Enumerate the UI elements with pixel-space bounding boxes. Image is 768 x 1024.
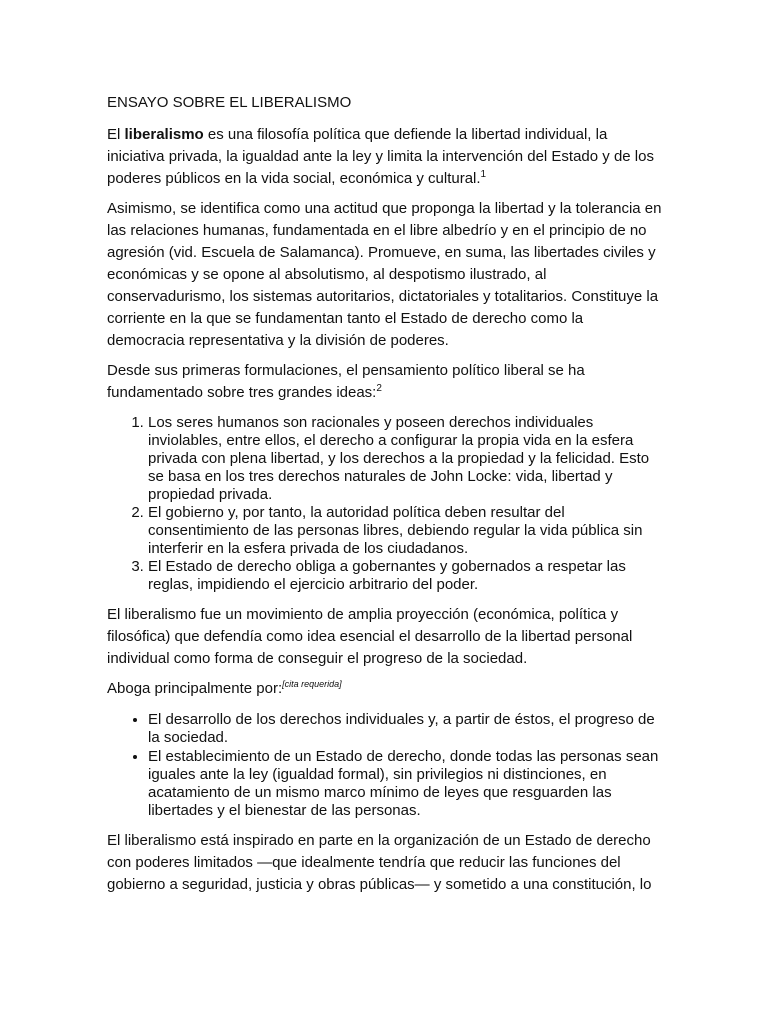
footnote-2[interactable]: 2 xyxy=(376,383,382,394)
list-item: 1. Los seres humanos son racionales y poseen derechos individuales inviolables, entre ellos, el derecho a configurar la propia vida en la esfera privada con plena libertad, y los derechos a la propiedad y la felicidad. Esto se basa en los tres derechos naturales de John Locke: vida, libertad y propiedad privada. xyxy=(148,414,663,504)
ideas-list xyxy=(107,414,663,594)
list-item: • El establecimiento de un Estado de derecho, donde todas las personas sean iguales ante la ley (igualdad formal), sin privilegios ni distinciones, en acatamiento de un mismo marco mínimo de leyes que resguarden las libertades y el bienestar de las personas. xyxy=(148,747,663,820)
list-item: • El desarrollo de los derechos individuales y, a partir de éstos, el progreso de la sociedad. xyxy=(148,710,663,747)
paragraph-formulaciones xyxy=(107,360,663,404)
term-liberalismo: liberalismo xyxy=(124,126,204,143)
paragraph-formulaciones-text: Desde sus primeras formulaciones, el pensamiento político liberal se ha fundamentado sobre tres grandes ideas: xyxy=(107,362,585,401)
citation-needed-link[interactable]: [cita requerida] xyxy=(282,679,342,689)
list-item: 2. El gobierno y, por tanto, la autoridad política deben resultar del consentimiento de las personas libres, debiendo regular la vida pública sin interferir en la esfera privada de los ciudadanos. xyxy=(148,504,663,558)
paragraph-aboga xyxy=(107,678,663,700)
paragraph-definition-text: es una filosofía política que defiende la libertad individual, la iniciativa privada, la igualdad ante la ley y limita la intervención del Estado y de los poderes públicos en la vida social, económica y cultural. xyxy=(107,126,654,187)
paragraph-inspirado: El liberalismo está inspirado en parte en la organización de un Estado de derecho con poderes limitados —que idealmente tendría que reducir las funciones del gobierno a seguridad, justicia y obras públicas— y sometido a una constitución, lo xyxy=(107,832,652,893)
document-page xyxy=(107,92,663,896)
paragraph-aboga-text: Aboga principalmente por: xyxy=(107,680,283,697)
footnote-1[interactable]: 1 xyxy=(480,169,487,180)
paragraph-asimismo: Asimismo, se identifica como una actitud que proponga la libertad y la tolerancia en las relaciones humanas, fundamentada en el libre albedrío y en el principio de no agresión (vid. Escuela de Salamanca). Promueve, en suma, las libertades civiles y económicas y se opone al absolutismo, al despotismo ilustrado, al conservadurismo, los sistemas autoritarios, dictatoriales y totalitarios. Constituye la corriente en la que se fundamentan tanto el Estado de derecho como la democracia representativa y la división de poderes. xyxy=(107,200,662,349)
advocacy-list xyxy=(107,710,663,820)
paragraph-definition xyxy=(107,124,663,190)
paragraph-movimiento: El liberalismo fue un movimiento de amplia proyección (económica, política y filosófica) que defendía como idea esencial el desarrollo de la libertad personal individual como forma de conseguir el progreso de la sociedad. xyxy=(107,606,633,667)
paragraph-definition-intro: El xyxy=(107,126,125,143)
document-title: ENSAYO SOBRE EL LIBERALISMO xyxy=(107,94,352,111)
list-item: 3. El Estado de derecho obliga a gobernantes y gobernados a respetar las reglas, impidiendo el ejercicio arbitrario del poder. xyxy=(148,558,663,594)
